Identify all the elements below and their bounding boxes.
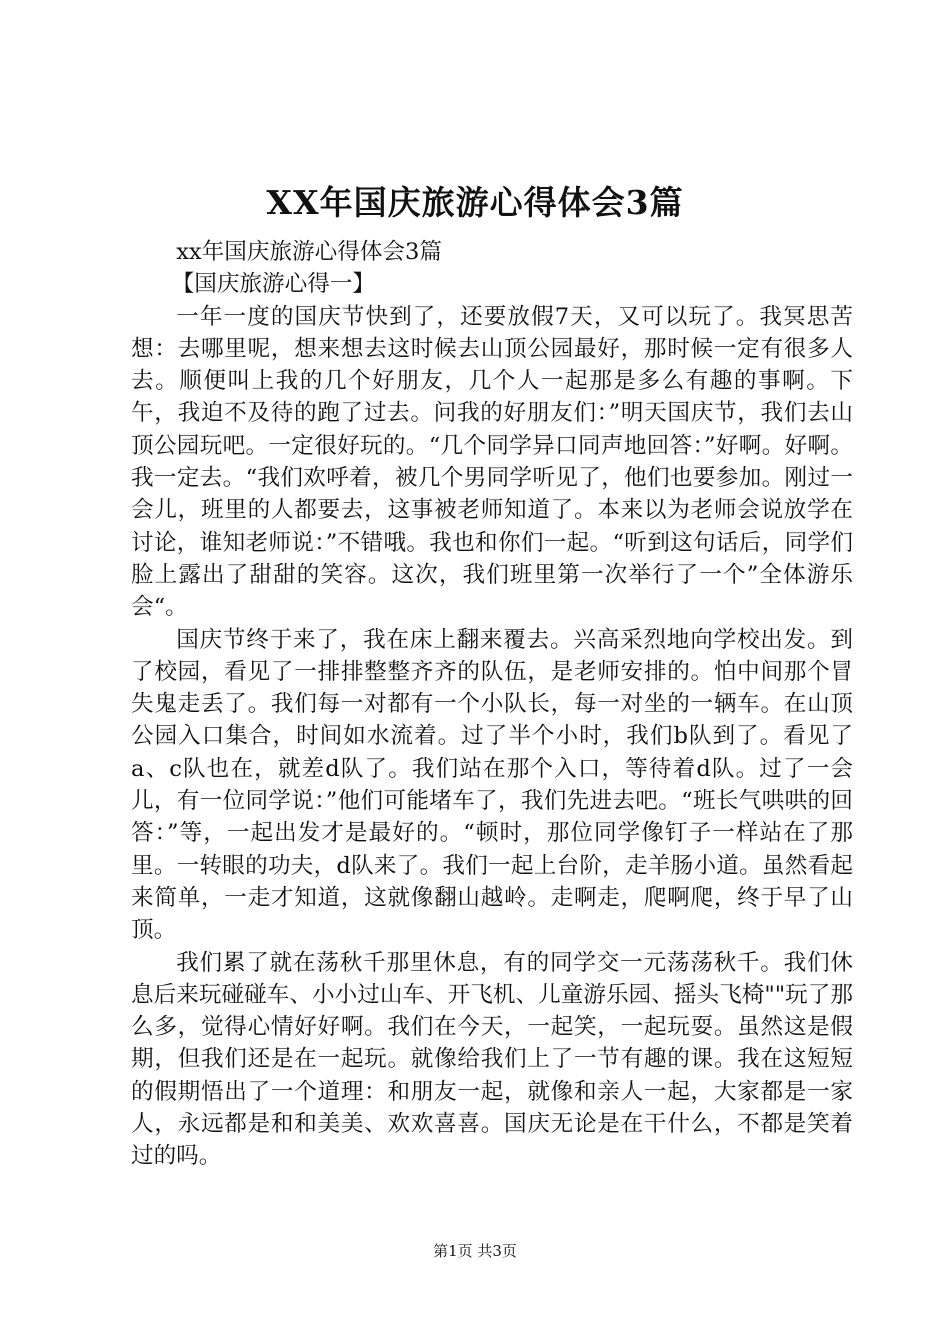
document-subtitle: xx年国庆旅游心得体会3篇: [176, 239, 442, 265]
section-heading: 【国庆旅游心得一】: [171, 271, 376, 298]
paragraph-1: 一年一度的国庆节快到了，还要放假7天，又可以玩了。我冥思苦想：去哪里呢，想来想去这时候去山顶公园最好，那时候一定有很多人去。顺便叫上我的几个好朋友，几个人一起那是多么有趣的事啊。下午，我迫不及待的跑了过去。问我的好朋友们：”明天国庆节，我们去山顶公园玩吧。一定很好玩的。“几个同学异口同声地回答：”好啊。好啊。我一定去。“我们欢呼着，被几个男同学听见了，他们也要参加。刚过一会儿，班里的人都要去，这事被老师知道了。本来以为老师会说放学在讨论，谁知老师说：”不错哦。我也和你们一起。“听到这句话后，同学们脸上露出了甜甜的笑容。这次，我们班里第一次举行了一个”全体游乐会“。: [131, 303, 853, 621]
document-title: XX年国庆旅游心得体会3篇: [266, 183, 684, 222]
page-footer: 第1页 共3页: [433, 1242, 517, 1260]
paragraph-2: 国庆节终于来了，我在床上翻来覆去。兴高采烈地向学校出发。到了校园，看见了一排排整整齐齐的队伍，是老师安排的。怕中间那个冒失鬼走丢了。我们每一对都有一个小队长，每一对坐的一辆车。在山顶公园入口集合，时间如水流着。过了半个小时，我们b队到了。看见了a、c队也在，就差d队了。我们站在那个入口，等待着d队。过了一会儿，有一位同学说：”他们可能堵车了，我们先进去吧。“班长气哄哄的回答：”等，一起出发才是最好的。“顿时，那位同学像钉子一样站在了那里。一转眼的功夫，d队来了。我们一起上台阶，走羊肠小道。虽然看起来简单，一走才知道，这就像翻山越岭。走啊走，爬啊爬，终于早了山顶。: [131, 626, 853, 944]
document-body: [131, 236, 853, 1173]
paragraph-3: 我们累了就在荡秋千那里休息，有的同学交一元荡荡秋千。我们休息后来玩碰碰车、小小过山车、开飞机、儿童游乐园、摇头飞椅""玩了那么多，觉得心情好好啊。我们在今天，一起笑，一起玩耍。虽然这是假期，但我们还是在一起玩。就像给我们上了一节有趣的课。我在这短短的假期悟出了一个道理：和朋友一起，就像和亲人一起，大家都是一家人，永远都是和和美美、欢欢喜喜。国庆无论是在干什么，不都是笑着过的吗。: [131, 949, 853, 1170]
